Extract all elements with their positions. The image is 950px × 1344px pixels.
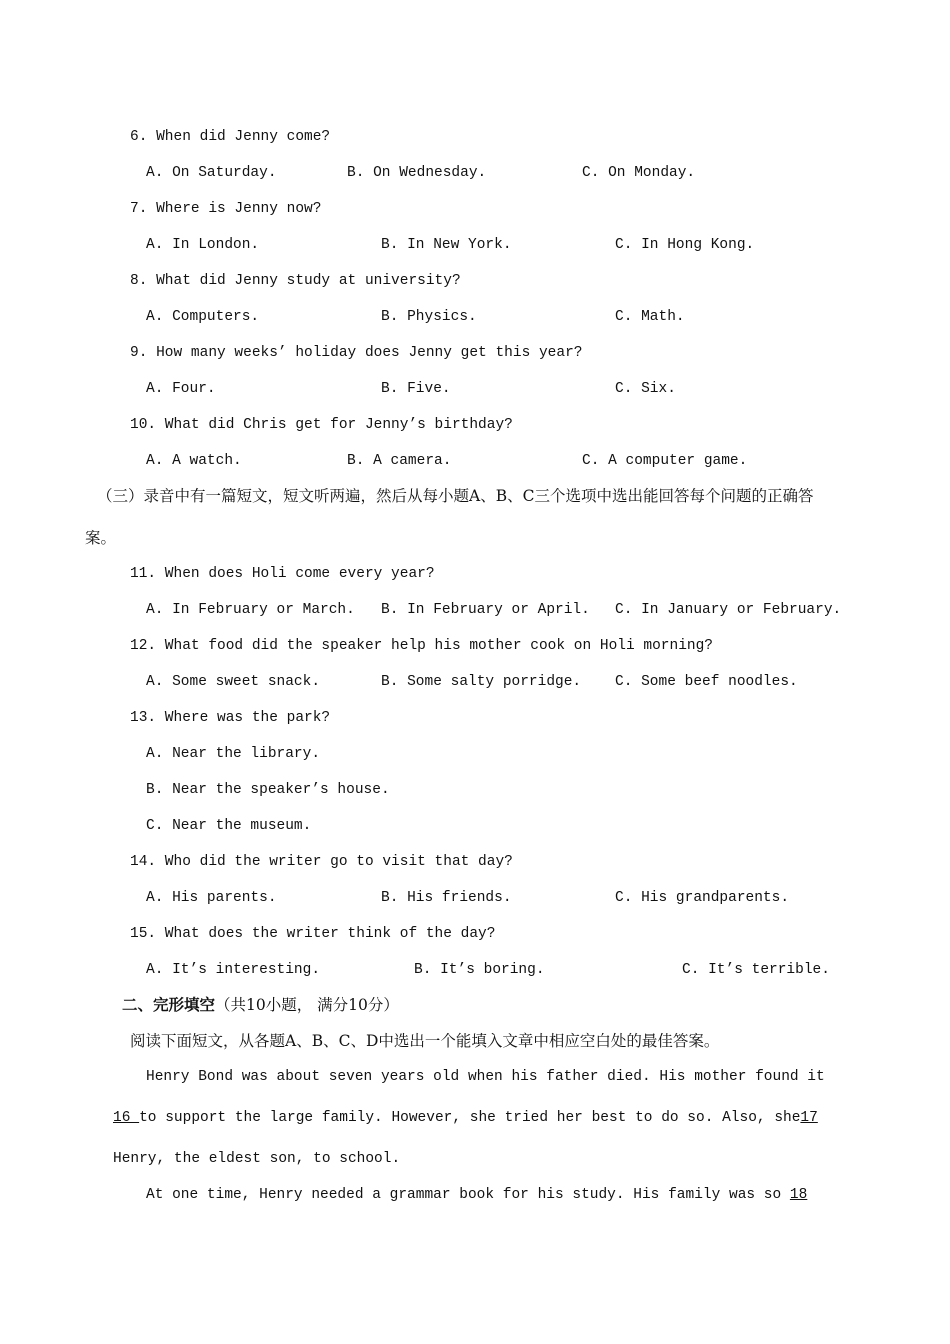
option-14b: B. His friends. [381, 890, 512, 906]
option-15b: B. It’s boring. [414, 962, 545, 978]
option-9a: A. Four. [146, 381, 216, 397]
option-13c: C. Near the museum. [146, 818, 312, 834]
question-12: 12. What food did the speaker help his mother cook on Holi morning? [130, 638, 713, 654]
passage-p1-line2 [113, 1108, 818, 1128]
question-7: 7. Where is Jenny now? [130, 201, 322, 217]
question-14: 14. Who did the writer go to visit that day? [130, 854, 513, 870]
question-15: 15. What does the writer think of the day? [130, 926, 496, 942]
section2-title-note: （共10小题， 满分10分） [215, 996, 399, 1014]
option-7a: A. In London. [146, 237, 260, 253]
blank-18: 18 [789, 1187, 808, 1203]
blank-17: 17 [800, 1110, 818, 1126]
option-6b: B. On Wednesday. [347, 165, 487, 181]
part3-instruction-line2: 案。 [85, 529, 117, 547]
question-13: 13. Where was the park? [130, 710, 331, 726]
option-13a: A. Near the library. [146, 746, 321, 762]
option-6c: C. On Monday. [582, 165, 696, 181]
question-6: 6. When did Jenny come? [130, 129, 331, 145]
option-6a: A. On Saturday. [146, 165, 277, 181]
passage-p1-line2-text: to support the large family. However, she tried her best to do so. Also, she [139, 1110, 801, 1126]
passage-p2-line1 [146, 1185, 807, 1205]
question-8: 8. What did Jenny study at university? [130, 273, 461, 289]
section2-heading [122, 994, 399, 1016]
option-15a: A. It’s interesting. [146, 962, 321, 978]
passage-p1-line1: Henry Bond was about seven years old when his father died. His mother found it [146, 1069, 825, 1085]
passage-p1-line3: Henry, the eldest son, to school. [113, 1151, 401, 1167]
option-11c: C. In January or February. [615, 602, 842, 618]
question-10: 10. What did Chris get for Jenny’s birthday? [130, 417, 513, 433]
option-11b: B. In February or April. [381, 602, 590, 618]
question-9: 9. How many weeks’ holiday does Jenny get this year? [130, 345, 583, 361]
option-15c: C. It’s terrible. [682, 962, 830, 978]
passage-p2-line1-text: At one time, Henry needed a grammar book for his study. His family was so [146, 1187, 790, 1203]
option-12a: A. Some sweet snack. [146, 674, 321, 690]
option-12c: C. Some beef noodles. [615, 674, 798, 690]
question-11: 11. When does Holi come every year? [130, 566, 435, 582]
option-10c: C. A computer game. [582, 453, 748, 469]
option-12b: B. Some salty porridge. [381, 674, 582, 690]
option-9c: C. Six. [615, 381, 676, 397]
option-8b: B. Physics. [381, 309, 477, 325]
option-14c: C. His grandparents. [615, 890, 790, 906]
option-7b: B. In New York. [381, 237, 512, 253]
option-9b: B. Five. [381, 381, 451, 397]
option-10b: B. A camera. [347, 453, 452, 469]
part3-instruction-line1: （三）录音中有一篇短文，短文听两遍，然后从每小题A、B、C三个选项中选出能回答每个问题的正确答 [97, 487, 814, 505]
blank-16: 16 [113, 1110, 140, 1126]
option-8a: A. Computers. [146, 309, 260, 325]
option-13b: B. Near the speaker’s house. [146, 782, 390, 798]
option-7c: C. In Hong Kong. [615, 237, 755, 253]
option-14a: A. His parents. [146, 890, 277, 906]
section2-title: 二、完形填空 [122, 995, 216, 1014]
option-10a: A. A watch. [146, 453, 242, 469]
option-8c: C. Math. [615, 309, 685, 325]
section2-instruction: 阅读下面短文，从各题A、B、C、D中选出一个能填入文章中相应空白处的最佳答案。 [130, 1032, 720, 1050]
option-11a: A. In February or March. [146, 602, 355, 618]
